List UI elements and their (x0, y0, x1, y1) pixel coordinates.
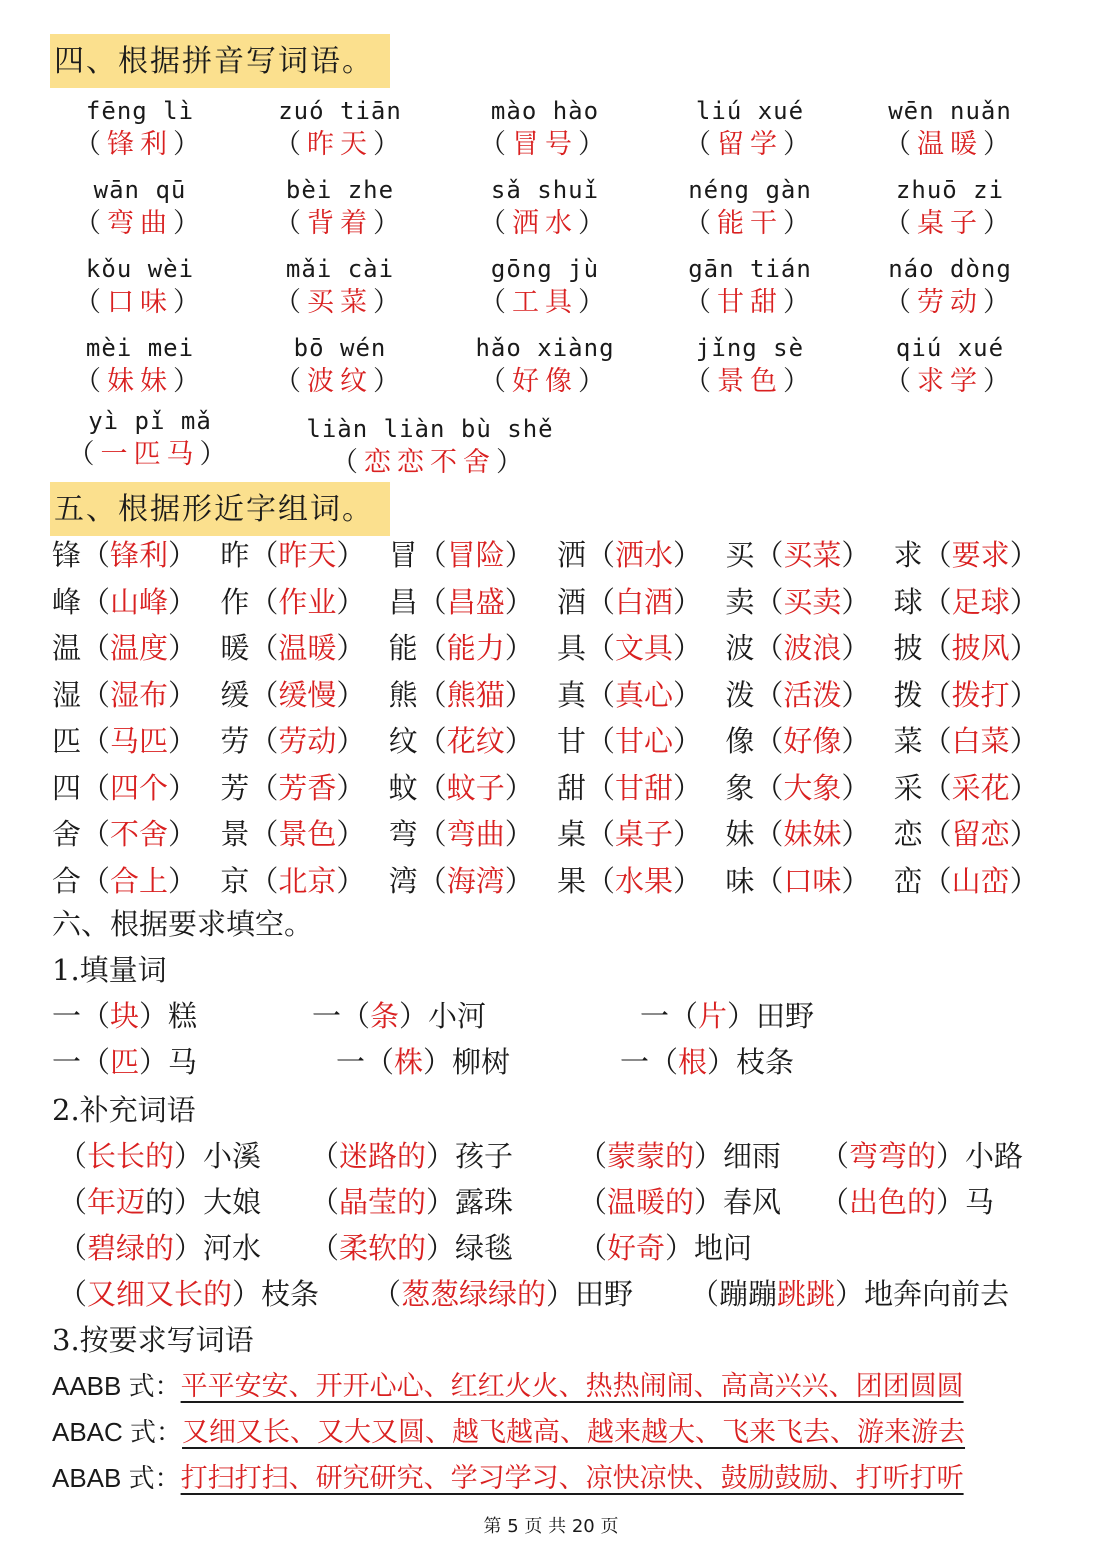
answer-text: 能力 (446, 631, 505, 665)
supplement-item: （好奇）地问 (578, 1231, 753, 1265)
pattern-answers: 平平安安、开开心心、红红火火、热热闹闹、高高兴兴、团团圆圆 (180, 1371, 964, 1402)
answer-text: 甘心 (615, 724, 674, 758)
pinyin-text: liàn liàn bù shě (306, 415, 554, 443)
pinyin-item (650, 174, 850, 242)
pattern-answers: 打扫打扫、研究研究、学习学习、凉快凉快、鼓励鼓励、打听打听 (180, 1463, 964, 1494)
answer-text: 缓慢 (278, 677, 337, 712)
answer-words: （温暖） (884, 129, 1016, 160)
pattern-line (52, 1458, 964, 1499)
base-character: 求 (893, 538, 923, 572)
answer-text: 洒水 (512, 208, 578, 239)
similar-row (52, 579, 1062, 626)
base-character: 洒 (556, 538, 586, 572)
similar-item: 芳 （ 芳香 ） (220, 765, 388, 812)
answer-words: （求学） (884, 366, 1016, 397)
measure-word-item: 一（株）柳树 (336, 1045, 511, 1079)
answer-text: 一匹马 (100, 439, 200, 470)
answer-text: 晶莹的 (339, 1185, 427, 1219)
answer-text: 弯弯的 (849, 1139, 937, 1173)
pinyin-text: bō wén (293, 334, 387, 362)
answer-text: 桌子 (917, 208, 983, 239)
similar-item: 买 （ 买菜 ） (725, 532, 893, 579)
base-character: 泼 (725, 677, 755, 712)
answer-text: 恋恋不舍 (364, 447, 496, 478)
base-character: 甜 (556, 770, 586, 805)
pinyin-text: sǎ shuǐ (490, 176, 600, 204)
answer-text: 甘甜 (615, 770, 674, 805)
similar-item: 酒 （ 白酒 ） (557, 579, 725, 626)
answer-text: 劳动 (917, 287, 983, 318)
supplement-item: （年迈的）大娘 (58, 1185, 262, 1219)
similar-item: 昌 （ 昌盛 ） (389, 579, 557, 626)
similar-item: 锋 （ 锋利 ） (52, 532, 220, 579)
answer-text: 妹妹 (107, 366, 173, 397)
answer-text: 蚊子 (446, 770, 505, 805)
measure-word-item: 一（块）糕 (52, 999, 198, 1033)
answer-text: 背着 (307, 208, 373, 239)
answer-text: 足球 (951, 584, 1010, 619)
base-character: 拨 (893, 677, 923, 712)
base-character: 恋 (893, 817, 923, 851)
answer-words: （背着） (274, 208, 406, 239)
base-character: 暖 (220, 631, 250, 665)
pinyin-item (240, 95, 440, 163)
pattern-line (52, 1412, 965, 1453)
answer-text: 条 (370, 999, 400, 1033)
answer-words: （波纹） (274, 366, 406, 397)
pinyin-text: mào hào (490, 97, 600, 125)
pinyin-text: jǐng sè (695, 334, 805, 362)
answer-text: 口味 (783, 863, 842, 898)
similar-row (52, 672, 1062, 719)
base-character: 锋 (52, 538, 82, 572)
pinyin-item (240, 174, 440, 242)
base-character: 芳 (220, 770, 250, 805)
pinyin-text: mǎi cài (285, 255, 395, 283)
answer-words: （能干） (684, 208, 816, 239)
answer-text: 好像 (512, 366, 578, 397)
answer-text: 昨天 (307, 129, 373, 160)
base-character: 昨 (220, 538, 250, 572)
answer-text: 葱葱绿绿的 (401, 1277, 547, 1311)
answer-text: 又细又长的 (87, 1277, 233, 1311)
answer-text: 留恋 (951, 817, 1010, 851)
answer-words: （甘甜） (684, 287, 816, 318)
base-character: 湾 (388, 863, 418, 898)
pattern-label: AABB 式： (52, 1371, 181, 1401)
answer-text: 合上 (110, 863, 169, 898)
base-character: 湿 (52, 677, 82, 712)
answer-text: 迷路的 (339, 1139, 427, 1173)
pinyin-item (240, 253, 440, 321)
similar-item: 蚊 （ 蚊子 ） (389, 765, 557, 812)
answer-text: 买菜 (307, 287, 373, 318)
answer-text: 碧绿的 (87, 1231, 175, 1265)
similar-row (52, 718, 1062, 765)
similar-item: 真 （ 真心 ） (557, 672, 725, 719)
answer-text: 大象 (783, 770, 842, 805)
base-character: 合 (52, 863, 82, 898)
pinyin-item (445, 253, 645, 321)
base-character: 匹 (52, 724, 82, 758)
pinyin-item (650, 95, 850, 163)
similar-item: 湿 （ 湿布 ） (52, 672, 220, 719)
similar-item: 味 （ 口味 ） (725, 858, 893, 905)
similar-item: 甘 （ 甘心 ） (557, 718, 725, 765)
similar-item: 妹 （ 妹妹 ） (725, 811, 893, 858)
answer-text: 要求 (951, 538, 1010, 572)
answer-text: 片 (698, 999, 728, 1033)
pinyin-item (240, 332, 440, 400)
pinyin-text: gān tián (688, 255, 812, 283)
answer-words: （口味） (74, 287, 206, 318)
similar-item: 能 （ 能力 ） (389, 625, 557, 672)
base-character: 作 (220, 584, 250, 619)
answer-text: 好奇 (607, 1231, 666, 1265)
similar-item: 球 （ 足球 ） (894, 579, 1062, 626)
similar-item: 匹 （ 马匹 ） (52, 718, 220, 765)
answer-words: （桌子） (884, 208, 1016, 239)
base-character: 京 (220, 863, 250, 898)
answer-text: 锋利 (110, 538, 169, 572)
page-footer: 第 5 页 共 20 页 (483, 1516, 619, 1537)
pinyin-text: yì pǐ mǎ (88, 407, 212, 435)
similar-item: 熊 （ 熊猫 ） (389, 672, 557, 719)
supplement-item: （葱葱绿绿的）田野 (372, 1277, 634, 1311)
pattern-label: ABAB 式： (52, 1463, 181, 1493)
answer-text: 马匹 (110, 724, 169, 758)
answer-words: （留学） (684, 129, 816, 160)
pinyin-item (850, 95, 1050, 163)
similar-item: 果 （ 水果 ） (557, 858, 725, 905)
answer-text: 温度 (110, 631, 169, 665)
section4-heading: 四、根据拼音写词语。 (50, 34, 390, 88)
base-character: 纹 (388, 724, 418, 758)
answer-text: 妹妹 (783, 817, 842, 851)
base-character: 菜 (893, 724, 923, 758)
measure-word-item: 一（片）田野 (640, 999, 815, 1033)
similar-row (52, 765, 1062, 812)
measure-word-item: 一（根）枝条 (620, 1045, 795, 1079)
similar-item: 湾 （ 海湾 ） (389, 858, 557, 905)
pinyin-text: náo dòng (888, 255, 1012, 283)
supplement-subheading: 2.补充词语 (52, 1093, 196, 1127)
base-character: 弯 (388, 817, 418, 851)
answer-text: 工具 (512, 287, 578, 318)
answer-text: 甘甜 (717, 287, 783, 318)
answer-words: （劳动） (884, 287, 1016, 318)
answer-text: 山峦 (951, 863, 1010, 898)
answer-text: 蒙蒙的 (607, 1139, 695, 1173)
base-character: 缓 (220, 677, 250, 712)
answer-text: 真心 (615, 677, 674, 712)
base-character: 冒 (388, 538, 418, 572)
base-character: 味 (725, 863, 755, 898)
section5-heading: 五、根据形近字组词。 (50, 482, 390, 536)
pinyin-text: mèi mei (85, 334, 195, 362)
answer-text: 弯曲 (446, 817, 505, 851)
pinyin-text: kǒu wèi (85, 255, 195, 283)
pinyin-text: wān qū (93, 176, 187, 204)
similar-item: 采 （ 采花 ） (894, 765, 1062, 812)
pinyin-item (40, 332, 240, 400)
answer-text: 山峰 (110, 584, 169, 619)
base-character: 劳 (220, 724, 250, 758)
similar-row (52, 858, 1062, 905)
supplement-item: （迷路的）孩子 (310, 1139, 514, 1173)
base-character: 像 (725, 724, 755, 758)
answer-text: 景色 (278, 817, 337, 851)
pinyin-item (445, 95, 645, 163)
base-character: 舍 (52, 817, 82, 851)
answer-text: 买卖 (783, 584, 842, 619)
pattern-label: ABAC 式： (52, 1417, 183, 1447)
base-character: 能 (388, 631, 418, 665)
pinyin-item (650, 332, 850, 400)
answer-text: 活泼 (783, 677, 842, 712)
similar-item: 求 （ 要求 ） (894, 532, 1062, 579)
answer-text: 熊猫 (446, 677, 505, 712)
pinyin-text: zhuō zi (895, 176, 1005, 204)
answer-text: 白菜 (951, 724, 1010, 758)
answer-text: 年迈 (87, 1185, 146, 1219)
similar-item: 卖 （ 买卖 ） (725, 579, 893, 626)
pinyin-item (290, 413, 570, 481)
measure-word-item: 一（匹）马 (52, 1045, 198, 1079)
answer-words: （买菜） (274, 287, 406, 318)
base-character: 四 (52, 770, 82, 805)
similar-item: 桌 （ 桌子 ） (557, 811, 725, 858)
pinyin-item (445, 174, 645, 242)
similar-item: 京 （ 北京 ） (220, 858, 388, 905)
base-character: 桌 (556, 817, 586, 851)
supplement-item: （蹦蹦跳跳）地奔向前去 (690, 1277, 1010, 1311)
pinyin-item (850, 332, 1050, 400)
answer-words: （昨天） (274, 129, 406, 160)
pinyin-item (40, 253, 240, 321)
answer-text: 景色 (717, 366, 783, 397)
similar-item: 甜 （ 甘甜 ） (557, 765, 725, 812)
answer-text: 根 (678, 1045, 708, 1079)
pinyin-text: qiú xué (895, 334, 1005, 362)
answer-words: （冒号） (479, 129, 611, 160)
supplement-item: （长长的）小溪 (58, 1139, 262, 1173)
supplement-item: （出色的）马 (820, 1185, 995, 1219)
answer-text: 洒水 (615, 538, 674, 572)
pinyin-text: gōng jù (490, 255, 600, 283)
pattern-answers: 又细又长、又大又圆、越飞越高、越来越大、飞来飞去、游来游去 (182, 1417, 966, 1448)
pinyin-item (850, 174, 1050, 242)
base-character: 波 (725, 631, 755, 665)
answer-text: 能干 (717, 208, 783, 239)
measure-word-item: 一（条）小河 (312, 999, 487, 1033)
pinyin-text: wēn nuǎn (888, 97, 1012, 125)
base-character: 酒 (556, 584, 586, 619)
similar-item: 昨 （ 昨天 ） (220, 532, 388, 579)
base-character: 具 (556, 631, 586, 665)
answer-text: 北京 (278, 863, 337, 898)
answer-text: 株 (394, 1045, 424, 1079)
answer-text: 求学 (917, 366, 983, 397)
answer-text: 块 (110, 999, 140, 1033)
supplement-item: （晶莹的）露珠 (310, 1185, 514, 1219)
answer-text: 昨天 (278, 538, 337, 572)
supplement-item: （弯弯的）小路 (820, 1139, 1024, 1173)
similar-item: 恋 （ 留恋 ） (894, 811, 1062, 858)
pinyin-item (40, 95, 240, 163)
answer-text: 锋利 (107, 129, 173, 160)
similar-row (52, 625, 1062, 672)
answer-text: 文具 (615, 631, 674, 665)
answer-text: 芳香 (278, 770, 337, 805)
pinyin-text: zuó tiān (278, 97, 402, 125)
answer-text: 留学 (717, 129, 783, 160)
base-character: 真 (556, 677, 586, 712)
supplement-item: （蒙蒙的）细雨 (578, 1139, 782, 1173)
answer-text: 跳跳 (777, 1277, 836, 1311)
pinyin-text: hǎo xiàng (475, 334, 615, 362)
base-character: 披 (893, 631, 923, 665)
answer-text: 好像 (783, 724, 842, 758)
answer-text: 花纹 (446, 724, 505, 758)
answer-text: 弯曲 (107, 208, 173, 239)
answer-text: 柔软的 (339, 1231, 427, 1265)
answer-text: 湿布 (110, 677, 169, 712)
similar-item: 景 （ 景色 ） (220, 811, 388, 858)
answer-words: （锋利） (74, 129, 206, 160)
similar-item: 具 （ 文具 ） (557, 625, 725, 672)
measure-words-subheading: 1.填量词 (52, 953, 167, 987)
answer-text: 冒险 (446, 538, 505, 572)
answer-text: 温暖 (917, 129, 983, 160)
base-character: 卖 (725, 584, 755, 619)
answer-text: 披风 (951, 631, 1010, 665)
pattern-subheading: 3.按要求写词语 (52, 1323, 254, 1357)
pattern-line (52, 1366, 964, 1407)
answer-text: 冒号 (512, 129, 578, 160)
similar-item: 暖 （ 温暖 ） (220, 625, 388, 672)
pinyin-item (50, 405, 250, 473)
answer-text: 桌子 (615, 817, 674, 851)
similar-item: 洒 （ 洒水 ） (557, 532, 725, 579)
base-character: 果 (556, 863, 586, 898)
section6-heading: 六、根据要求填空。 (52, 907, 314, 941)
answer-text: 波纹 (307, 366, 373, 397)
pinyin-text: fēng lì (85, 97, 195, 125)
similar-item: 拨 （ 拨打 ） (894, 672, 1062, 719)
base-character: 球 (893, 584, 923, 619)
answer-text: 水果 (615, 863, 674, 898)
similar-item: 弯 （ 弯曲 ） (389, 811, 557, 858)
base-character: 峰 (52, 584, 82, 619)
base-character: 妹 (725, 817, 755, 851)
pinyin-item (40, 174, 240, 242)
answer-words: （好像） (479, 366, 611, 397)
base-character: 蚊 (388, 770, 418, 805)
similar-item: 纹 （ 花纹 ） (389, 718, 557, 765)
base-character: 峦 (893, 863, 923, 898)
similar-row (52, 811, 1062, 858)
answer-words: （弯曲） (74, 208, 206, 239)
base-character: 景 (220, 817, 250, 851)
pinyin-text: bèi zhe (285, 176, 395, 204)
similar-item: 峦 （ 山峦 ） (894, 858, 1062, 905)
similar-item: 披 （ 披风 ） (894, 625, 1062, 672)
similar-item: 菜 （ 白菜 ） (894, 718, 1062, 765)
answer-text: 温暖的 (607, 1185, 695, 1219)
similar-characters-grid (52, 532, 1062, 904)
answer-text: 买菜 (783, 538, 842, 572)
supplement-item: （温暖的）春风 (578, 1185, 782, 1219)
base-character: 昌 (388, 584, 418, 619)
answer-text: 昌盛 (446, 584, 505, 619)
answer-words: （一匹马） (67, 439, 233, 470)
answer-text: 采花 (951, 770, 1010, 805)
answer-words: （洒水） (479, 208, 611, 239)
similar-item: 冒 （ 冒险 ） (389, 532, 557, 579)
similar-item: 劳 （ 劳动 ） (220, 718, 388, 765)
pinyin-text: liú xué (695, 97, 805, 125)
answer-text: 作业 (278, 584, 337, 619)
similar-item: 舍 （ 不舍 ） (52, 811, 220, 858)
pinyin-item (445, 332, 645, 400)
pinyin-item (650, 253, 850, 321)
pinyin-item (850, 253, 1050, 321)
pinyin-text: néng gàn (688, 176, 812, 204)
similar-item: 波 （ 波浪 ） (725, 625, 893, 672)
similar-item: 作 （ 作业 ） (220, 579, 388, 626)
similar-item: 缓 （ 缓慢 ） (220, 672, 388, 719)
base-character: 象 (725, 770, 755, 805)
answer-text: 不舍 (110, 817, 169, 851)
similar-item: 泼 （ 活泼 ） (725, 672, 893, 719)
similar-item: 峰 （ 山峰 ） (52, 579, 220, 626)
base-character: 温 (52, 631, 82, 665)
base-character: 采 (893, 770, 923, 805)
similar-item: 象 （ 大象 ） (725, 765, 893, 812)
answer-text: 波浪 (783, 631, 842, 665)
base-character: 买 (725, 538, 755, 572)
answer-text: 白酒 (615, 584, 674, 619)
similar-item: 合 （ 合上 ） (52, 858, 220, 905)
answer-text: 匹 (110, 1045, 140, 1079)
supplement-item: （柔软的）绿毯 (310, 1231, 514, 1265)
similar-row (52, 532, 1062, 579)
base-character: 熊 (388, 677, 418, 712)
answer-words: （恋恋不舍） (331, 447, 529, 478)
answer-words: （景色） (684, 366, 816, 397)
answer-text: 长长的 (87, 1139, 175, 1173)
base-character: 甘 (556, 724, 586, 758)
answer-text: 拨打 (951, 677, 1010, 712)
supplement-item: （碧绿的）河水 (58, 1231, 262, 1265)
answer-text: 劳动 (278, 724, 337, 758)
answer-text: 海湾 (446, 863, 505, 898)
answer-text: 出色的 (849, 1185, 937, 1219)
answer-words: （妹妹） (74, 366, 206, 397)
similar-item: 四 （ 四个 ） (52, 765, 220, 812)
similar-item: 像 （ 好像 ） (725, 718, 893, 765)
answer-text: 温暖 (278, 631, 337, 665)
answer-words: （工具） (479, 287, 611, 318)
answer-text: 口味 (107, 287, 173, 318)
similar-item: 温 （ 温度 ） (52, 625, 220, 672)
supplement-item: （又细又长的）枝条 (58, 1277, 320, 1311)
answer-text: 四个 (110, 770, 169, 805)
